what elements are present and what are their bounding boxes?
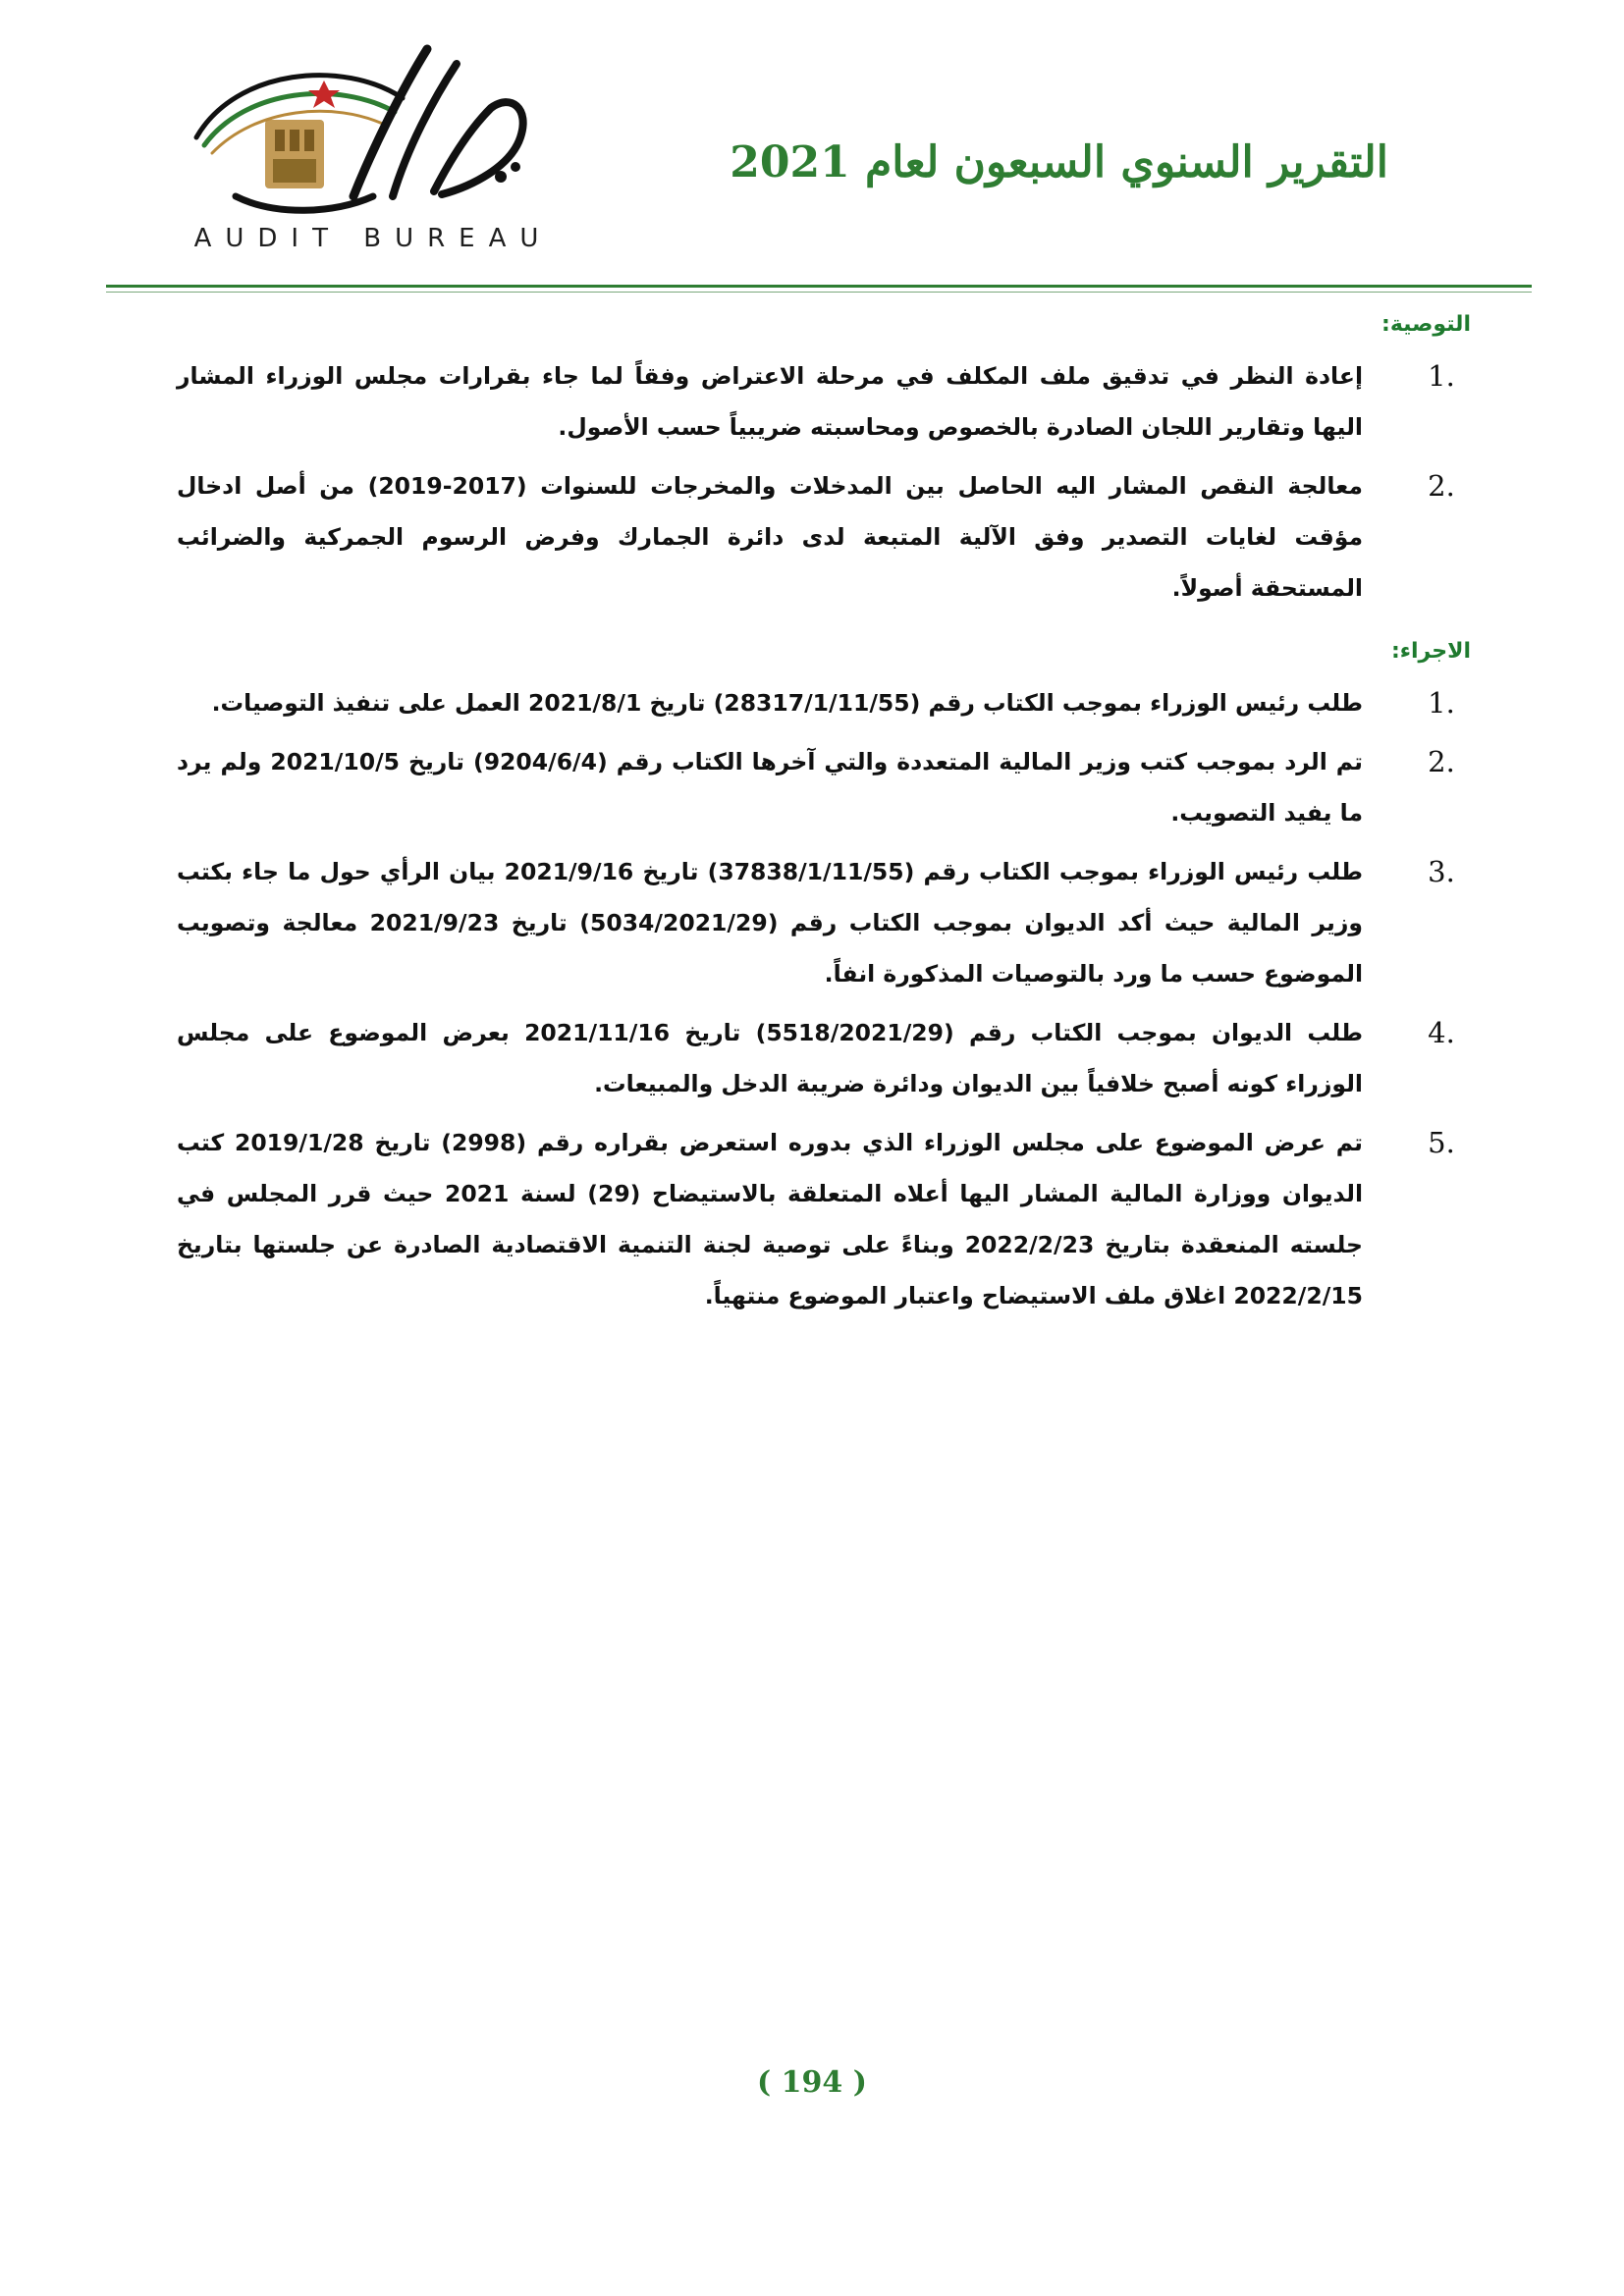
list-item [177,1117,1471,1321]
header-divider [106,285,1532,288]
report-title: التقرير السنوي السبعون لعام 2021 [730,137,1388,187]
list-item [177,677,1471,728]
recommendation-list [177,350,1471,614]
item-number: 1. [1428,686,1455,720]
item-text: تم الرد بموجب كتب وزير المالية المتعددة والتي آخرها الكتاب رقم (9204/6/4) تاريخ 2021/10/5 ولم يرد ما يفيد التصويب. [177,748,1364,827]
page-number: ( 194 ) [757,2065,867,2100]
action-heading: الاجراء: [1390,639,1471,664]
recommendation-heading: التوصية: [1381,312,1471,337]
item-number: 3. [1428,855,1455,888]
item-text: معالجة النقص المشار اليه الحاصل بين المدخلات والمخرجات للسنوات (2017-2019) من أصل ادخال مؤقت لغايات التصدير وفق الآلية المتبعة لدى دائرة الجمارك وفرض الرسوم الجمركية والضرائب المستحقة أصولاً. [177,472,1363,602]
audit-bureau-logo [177,29,569,265]
item-number: 5. [1428,1126,1455,1159]
item-text: طلب رئيس الوزراء بموجب الكتاب رقم (37838/1/11/55) تاريخ 2021/9/16 بيان الرأي حول ما جاء بكتب وزير المالية حيث أكد الديوان بموجب الكتاب رقم (5034/2021/29) تاريخ 2021/9/23 معالجة وتصويب الموضوع حسب ما ورد بالتوصيات المذكورة انفاً. [177,858,1363,988]
item-number: 2. [1428,745,1455,778]
page-header [0,0,1624,294]
item-text: إعادة النظر في تدقيق ملف المكلف في مرحلة الاعتراض وفقاً لما جاء بقرارات مجلس الوزراء المشار اليها وتقارير اللجان الصادرة بالخصوص ومحاسبته ضريبياً حسب الأصول. [177,362,1363,441]
list-item [177,846,1471,999]
action-list [177,677,1471,1321]
item-number: 2. [1428,469,1455,503]
list-item [177,460,1471,614]
header-divider-thin [106,292,1532,293]
item-text: تم عرض الموضوع على مجلس الوزراء الذي بدوره استعرض بقراره رقم (2998) تاريخ 2019/1/28 كتب الديوان ووزارة المالية المشار اليها أعلاه المتعلقة بالاستيضاح (29) لسنة 2021 حيث قرر المجلس في جلسته المنعقدة بتاريخ 2022/2/23 وبناءً على توصية لجنة التنمية الاقتصادية الصادرة عن جلستها بتاريخ 2022/2/15 اغلاق ملف الاستيضاح واعتبار الموضوع منتهياً. [177,1129,1363,1309]
item-text: طلب رئيس الوزراء بموجب الكتاب رقم (28317/1/11/55) تاريخ 2021/8/1 العمل على تنفيذ التوصيات. [211,689,1363,717]
document-body [177,312,1471,1329]
logo-text-en: AUDIT BUREAU [193,224,553,253]
item-number: 1. [1428,359,1455,393]
list-item [177,350,1471,453]
list-item [177,1007,1471,1109]
item-number: 4. [1428,1016,1455,1049]
item-text: طلب الديوان بموجب الكتاب رقم (5518/2021/29) تاريخ 2021/11/16 بعرض الموضوع على مجلس الوزراء كونه أصبح خلافياً بين الديوان ودائرة ضريبة الدخل والمبيعات. [177,1019,1363,1097]
list-item [177,736,1471,838]
audit-bureau-logo-icon [177,29,569,226]
